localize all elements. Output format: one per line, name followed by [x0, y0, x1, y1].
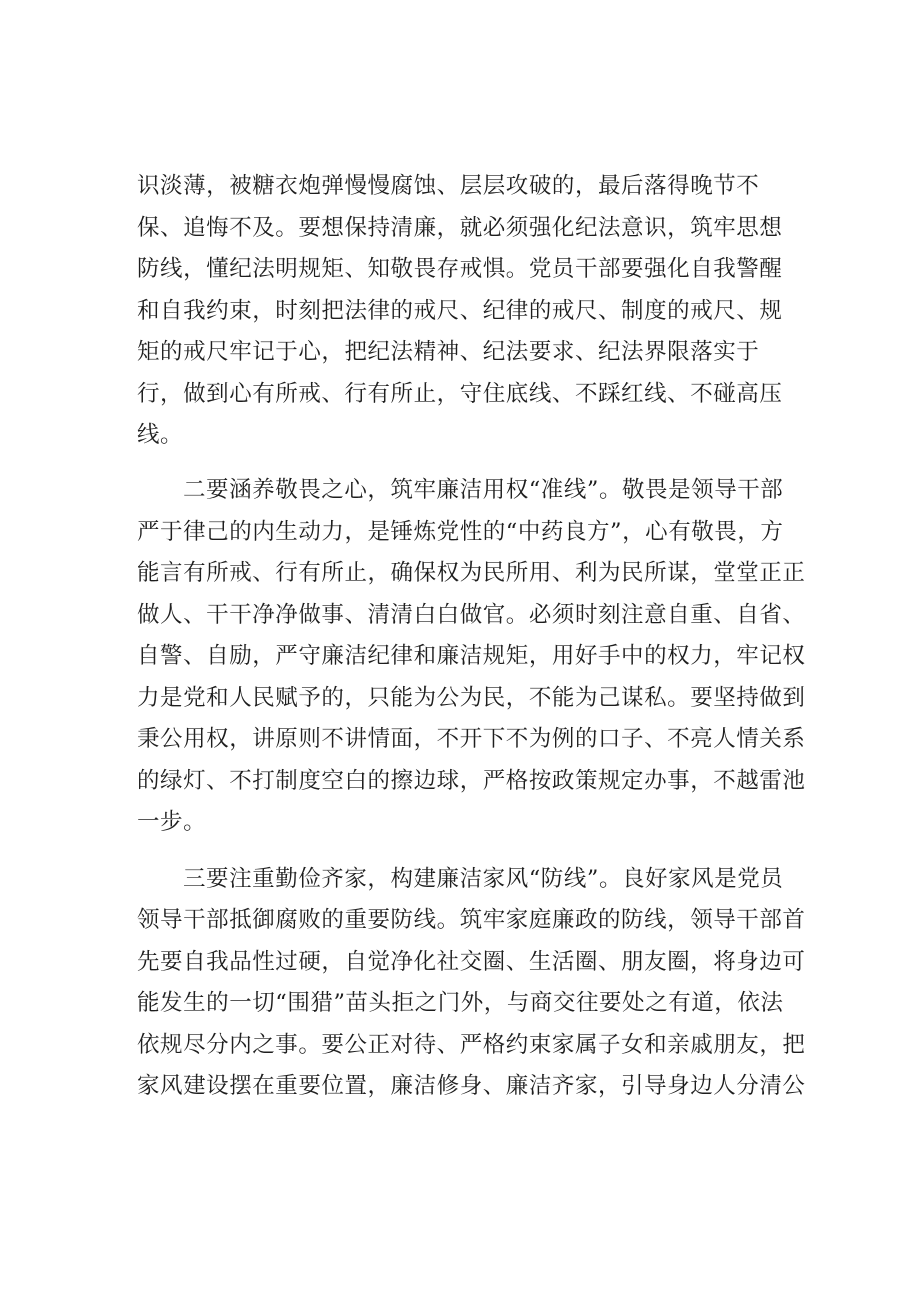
paragraph-3-line-5: 依规尽分内之事。要公正对待、严格约束家属子女和亲戚朋友，把	[137, 1032, 806, 1058]
paragraph-2-line-2: 严于律己的内生动力，是锤炼党性的“中药良方”，心有敬畏，方	[137, 519, 784, 545]
paragraph-3-line-1: 三要注重勤俭齐家，构建廉洁家风“防线”。良好家风是党员	[183, 866, 784, 892]
paragraph-2-line-5: 自警、自励，严守廉洁纪律和廉洁规矩，用好手中的权力，牢记权	[137, 643, 806, 669]
paragraph-2-line-3: 能言有所戒、行有所止，确保权为民所用、利为民所谋，堂堂正正	[137, 560, 806, 586]
paragraph-2-line-7: 秉公用权，讲原则不讲情面，不开下不为例的口子、不亮人情关系	[137, 726, 806, 752]
paragraph-2-line-9: 一步。	[137, 809, 207, 835]
paragraph-1-line-6: 行，做到心有所戒、行有所止，守住底线、不踩红线、不碰高压	[137, 381, 783, 407]
paragraph-1-line-7: 线。	[137, 422, 184, 448]
paragraph-1-line-4: 和自我约束，时刻把法律的戒尺、纪律的戒尺、制度的戒尺、规	[137, 298, 783, 324]
paragraph-1-line-5: 矩的戒尺牢记于心，把纪法精神、纪法要求、纪法界限落实于	[137, 339, 760, 365]
paragraph-3-line-4: 能发生的一切“围猎”苗头拒之门外，与商交往要处之有道，依法	[137, 990, 784, 1016]
paragraph-1-line-2: 保、追悔不及。要想保持清廉，就必须强化纪法意识，筑牢思想	[137, 215, 783, 241]
paragraph-2-line-4: 做人、干干净净做事、清清白白做官。必须时刻注意自重、自省、	[137, 602, 806, 628]
paragraph-3-line-2: 领导干部抵御腐败的重要防线。筑牢家庭廉政的防线，领导干部首	[137, 907, 806, 933]
paragraph-3-line-6: 家风建设摆在重要位置，廉洁修身、廉洁齐家，引导身边人分清公	[137, 1073, 806, 1099]
paragraph-3-line-3: 先要自我品性过硬，自觉净化社交圈、生活圈、朋友圈，将身边可	[137, 949, 806, 975]
paragraph-1-line-1: 识淡薄，被糖衣炮弹慢慢腐蚀、层层攻破的，最后落得晚节不	[137, 173, 760, 199]
paragraph-2-line-1: 二要涵养敬畏之心，筑牢廉洁用权“准线”。敬畏是领导干部	[183, 477, 784, 503]
paragraph-2-line-6: 力是党和人民赋予的，只能为公为民，不能为己谋私。要坚持做到	[137, 685, 806, 711]
paragraph-2-line-8: 的绿灯、不打制度空白的擦边球，严格按政策规定办事，不越雷池	[137, 768, 806, 794]
paragraph-1-line-3: 防线，懂纪法明规矩、知敬畏存戒惧。党员干部要强化自我警醒	[137, 256, 783, 282]
